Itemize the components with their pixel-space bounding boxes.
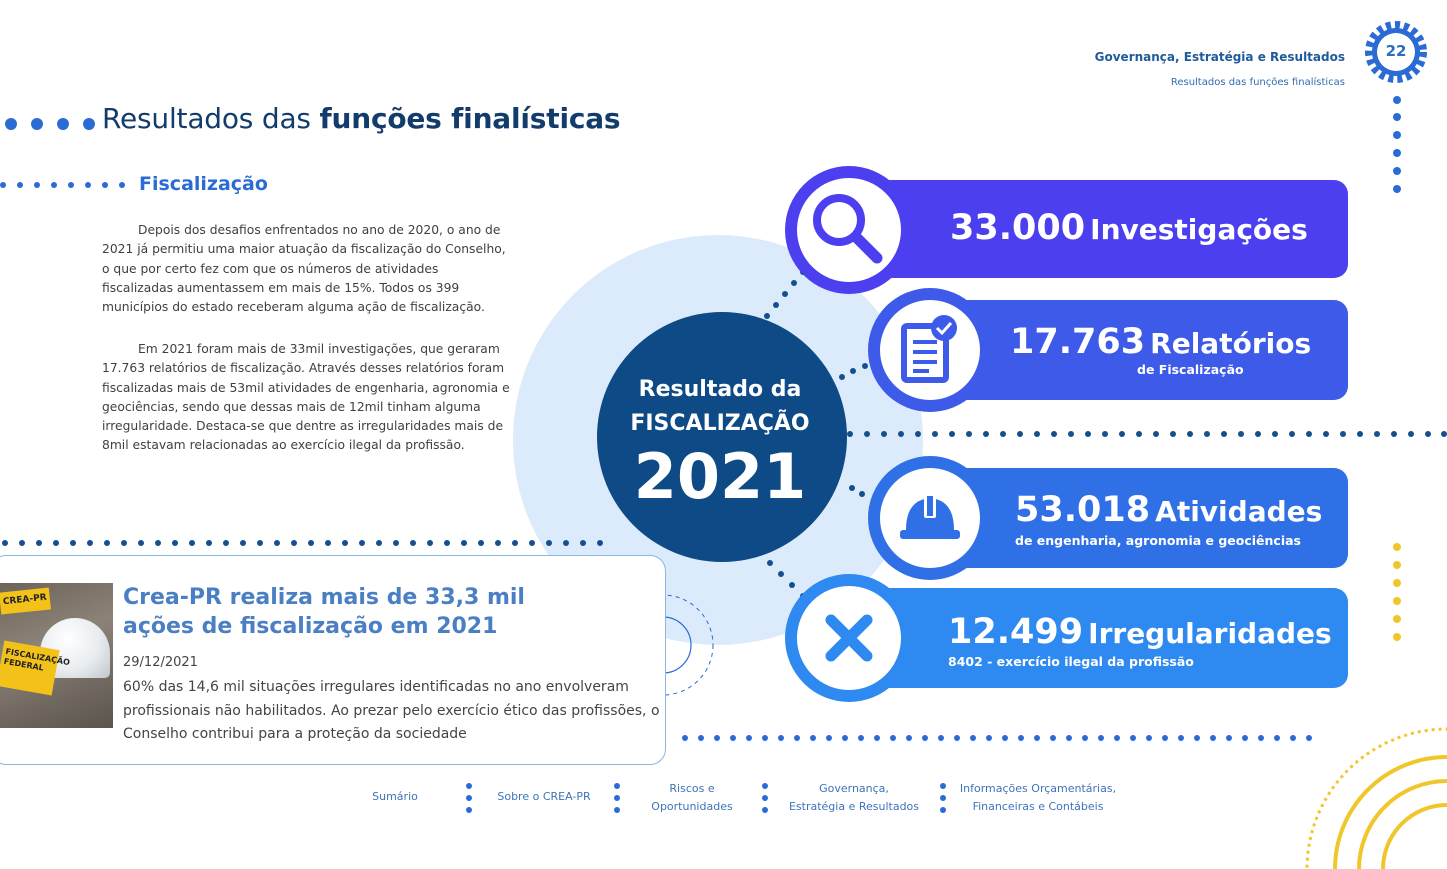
stat-number: 53.018 [1015, 490, 1151, 530]
footer-link-label: Governança, [819, 782, 889, 795]
stat-number: 17.763 [1010, 322, 1146, 362]
stat-number: 12.499 [948, 612, 1084, 652]
center-line1: Resultado da [638, 377, 802, 402]
stat-sublabel: 8402 - exercício ilegal da profissão [948, 654, 1194, 669]
header-title: Governança, Estratégia e Resultados [1094, 50, 1345, 64]
footer-link-label-2: Financeiras e Contábeis [972, 800, 1104, 813]
news-text: 60% das 14,6 mil situações irregulares identificadas no ano envolveram profissionais não habilitados. Ao prezar pelo exercício ético das profissões, o Conselho contribui para a proteção da sociedade [123, 679, 660, 742]
stat-label: Atividades [1155, 495, 1323, 528]
section-title-regular: Resultados das [102, 102, 320, 135]
footer-link-label: Riscos e [669, 782, 715, 795]
stat-sublabel: de engenharia, agronomia e geociências [1015, 533, 1301, 548]
footer-link-governanca[interactable] [775, 780, 933, 816]
footer-link-sumario[interactable] [355, 788, 435, 806]
stat-label: Irregularidades [1088, 617, 1332, 650]
news-image-sign-top: CREA-PR [0, 587, 51, 614]
paragraph-2-text: Em 2021 foram mais de 33mil investigações, que geraram 17.763 relatórios de fiscalização. Através desses relatórios foram fiscalizadas mais de 53mil atividades de engenharia, agronomia e geociências, sendo que dessas mais de 12mil tinham alguma irregularidade. Destaca-se que dentre as irregularidades mais de 8mil estavam relacionadas ao exercício ilegal da profissão. [102, 342, 510, 453]
stat-label: Relatórios [1150, 327, 1312, 360]
page-number: 22 [1385, 42, 1407, 60]
news-date: 29/12/2021 [123, 655, 198, 670]
header-subtitle: Resultados das funções finalísticas [1170, 77, 1345, 88]
footer-link-sobre[interactable] [485, 788, 603, 806]
center-year: 2021 [633, 440, 807, 513]
paragraph-1-text: Depois dos desafios enfrentados no ano de 2020, o ano de 2021 já permitiu uma maior atuação da fiscalização do Conselho, o que por certo fez com que os números de atividades fiscalizadas aumentassem em mais de 15%. Todos os 399 municípios do estado receberam alguma ação de fiscalização. [102, 223, 506, 315]
footer-link-label: Sobre o CREA-PR [497, 790, 591, 803]
news-title[interactable]: Crea-PR realiza mais de 33,3 mil ações de fiscalização em 2021 [123, 585, 525, 639]
footer-link-riscos[interactable] [632, 780, 752, 816]
footer-link-label-2: Estratégia e Resultados [788, 800, 920, 813]
stat-sublabel: de Fiscalização [1137, 362, 1244, 377]
news-image-sign: FISCALIZAÇÃO FEDERAL [0, 640, 60, 695]
subsection-title: Fiscalização [139, 173, 268, 195]
stat-label: Investigações [1090, 213, 1308, 246]
center-line2: FISCALIZAÇÃO [630, 411, 810, 436]
section-title-bold: funções finalísticas [319, 102, 621, 135]
stat-number: 33.000 [950, 208, 1086, 248]
footer-link-label: Informações Orçamentárias, [959, 782, 1117, 795]
footer-link-label-2: Oportunidades [651, 800, 733, 813]
footer-link-label: Sumário [372, 790, 418, 803]
footer-link-informacoes[interactable] [952, 780, 1124, 816]
